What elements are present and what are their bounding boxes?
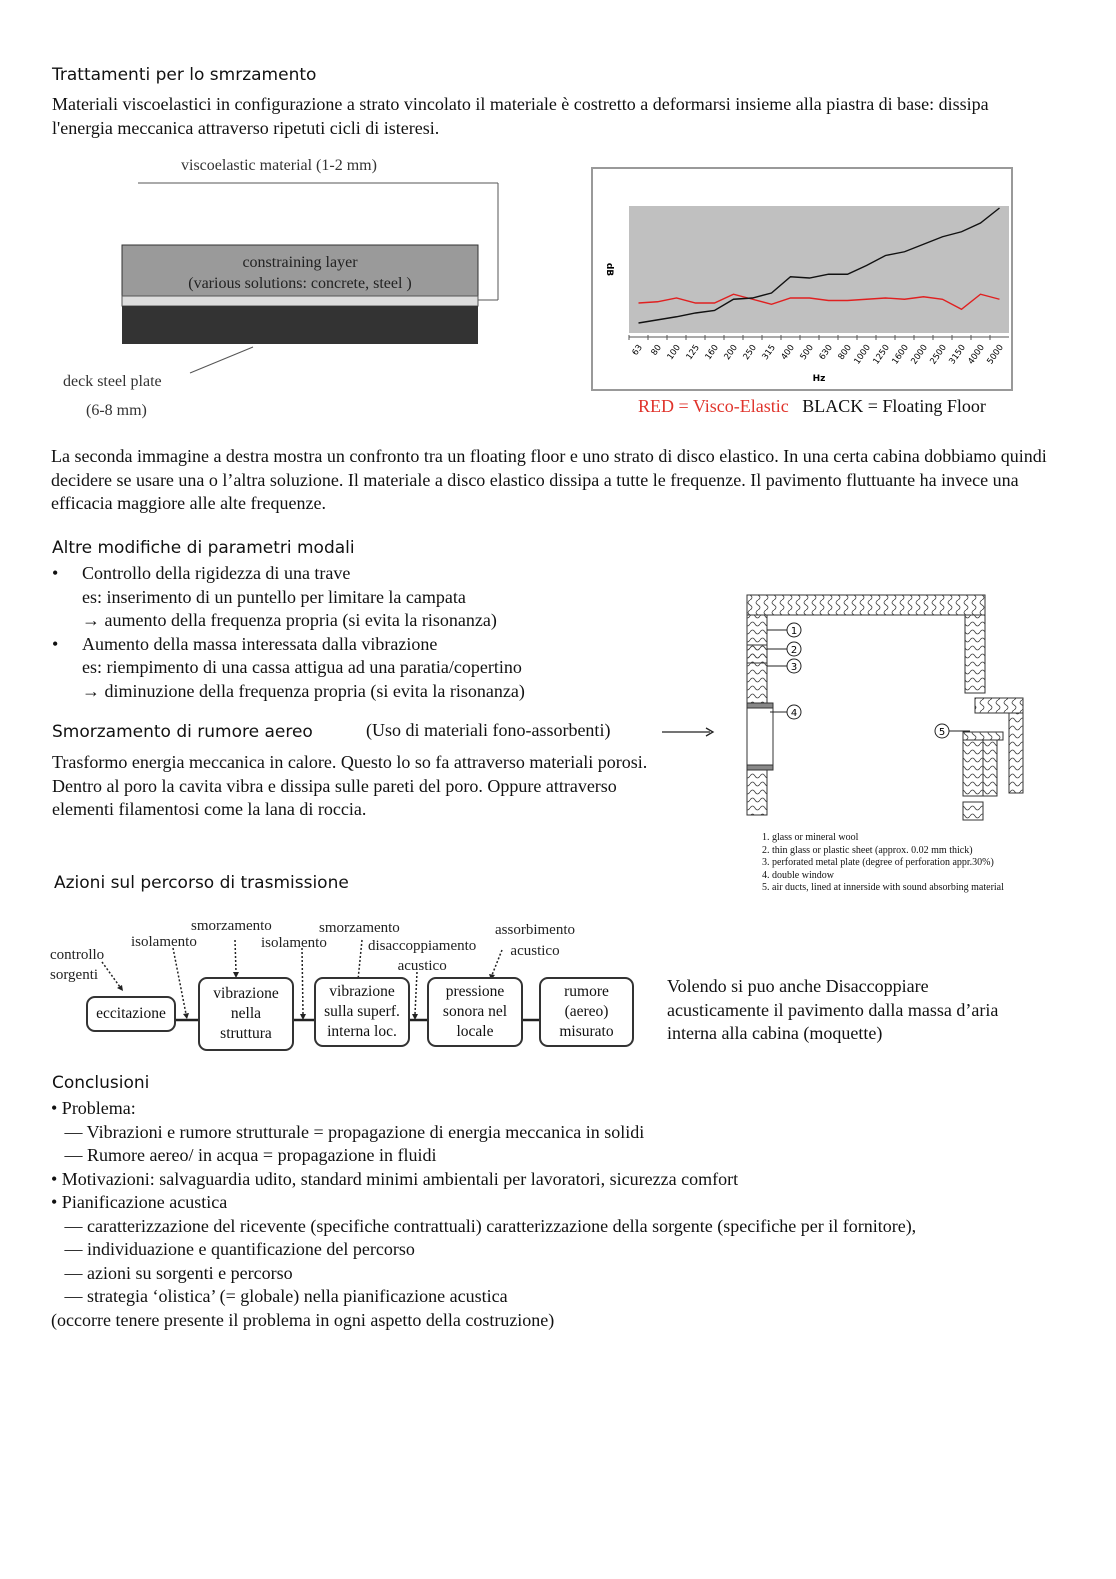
flow-label-disaccoppiamento: disaccoppiamento acustico [368,938,477,974]
x-tick-label: 500 [798,342,816,363]
conclusion-line: • Motivazioni: salvaguardia udito, standard minimi ambientali per lavoratori, sicurezza comfort [51,1168,739,1189]
label-constraining-solutions: (various solutions: concrete, steel ) [188,275,412,292]
x-tick-label: 160 [703,342,721,363]
subtitle-fonoassorbenti: (Uso di materiali fono-assorbenti) [366,720,611,740]
section-title-smorzamento: Trattamenti per lo smrzamento [52,65,317,85]
x-tick-label: 1250 [871,342,892,367]
x-tick-label: 630 [817,342,835,363]
cabin-section-drawing [730,580,1060,830]
conclusion-line: • Problema: [51,1098,136,1118]
flow-label-controllo-sorgenti: controllo sorgenti [50,947,105,983]
callout-4: 4 [790,708,798,719]
section-title-rumore-aereo: Smorzamento di rumore aereo [52,722,313,742]
x-tick-label: 5000 [985,342,1006,367]
bullet: • [52,563,59,583]
list-item-text: → aumento della frequenza propria (si evita la risonanza) [82,610,497,630]
section-title-percorso: Azioni sul percorso di trasmissione [54,873,349,893]
list-item-text: → diminuzione della frequenza propria (si evita la risonanza) [82,680,525,701]
x-tick-label: 125 [684,342,702,363]
callout-3: 3 [790,662,798,673]
flow-box-eccitazione: eccitazione [86,996,176,1032]
paragraph-porous: Trasformo energia meccanica in calore. Questo lo so fa attraverso materiali porosi. Dentro al poro la cavita vibra e dissipa sulle pareti del poro. Oppure attraverso elementi filamentosi come la lana di roccia. [52,752,648,819]
flow-box-vibrazione-superficie: vibrazione sulla superf. interna loc. [314,977,410,1047]
flow-label-smorzamento-2: smorzamento [319,920,400,936]
legend-item: 2. thin glass or plastic sheet (approx. 0.02 mm thick) [762,844,973,856]
list-item [52,633,692,657]
list-item [52,680,692,704]
legend-item: 3. perforated metal plate (degree of perforation appr.30%) [762,857,994,868]
plot-area [629,206,1009,333]
chart-caption [638,396,986,417]
x-tick-label: 3150 [947,342,968,367]
conclusion-line: — strategia ‘olistica’ (= globale) nella pianificazione acustica [51,1286,508,1306]
paragraph-disaccoppiare: Volendo si puo anche Disaccoppiare acusticamente il pavimento dalla massa d’aria interna alla cabina (moquette) [667,976,999,1043]
flow-label-smorzamento-1: smorzamento [191,918,272,934]
list-item-text: es: inserimento di un puntello per limitare la campata [82,586,466,607]
paragraph-viscoelastic: Materiali viscoelastici in configurazione a strato vincolato il materiale è costretto a deformarsi insieme alla piastra di base: dissipa l'energia meccanica attraverso ripetuti cicli di isteresi. [52,94,989,138]
chart-svg [593,169,1013,391]
list-item [52,656,692,680]
conclusion-line: — azioni su sorgenti e percorso [51,1262,293,1283]
conclusions-list [51,1097,1091,1332]
arrow-right-icon [660,724,716,740]
x-tick-label: 4000 [966,342,987,367]
label-deck-thickness: (6-8 mm) [86,402,147,419]
x-tick-label: 100 [665,342,683,363]
x-tick-label: 315 [760,342,778,363]
paragraph-comparison: La seconda immagine a destra mostra un confronto tra un floating floor e uno strato di disco elastico. In una certa cabina dobbiamo quindi decidere se usare una o l’altra soluzione. Il materiale a disco elastico dissipa a tutte le frequenze. Il pavimento fluttuante ha invece una efficacia maggiore alle alte frequenze. [51,446,1047,513]
x-tick-label: 250 [741,342,759,363]
legend-item: 4. double window [762,869,834,881]
conclusion-line: (occorre tenere presente il problema in ogni aspetto della costruzione) [51,1309,555,1330]
x-axis-label: Hz [812,374,826,384]
label-deck-plate: deck steel plate [63,373,162,390]
callout-2: 2 [790,645,798,656]
list-item-text: Controllo della rigidezza di una trave [82,563,351,583]
x-tick-label: 800 [836,342,854,363]
list-item [52,609,692,633]
caption-red: RED = Visco-Elastic [638,396,789,416]
x-tick-label: 400 [779,342,797,363]
section-title-modali: Altre modifiche di parametri modali [52,538,355,558]
flow-box-vibrazione-struttura: vibrazione nella struttura [198,977,294,1051]
y-axis-label: dB [604,262,614,277]
label-viscoelastic: viscoelastic material (1-2 mm) [181,157,377,174]
conclusion-line: — individuazione e quantificazione del percorso [51,1239,415,1259]
flow-box-pressione-sonora: pressione sonora nel locale [427,977,523,1047]
bullet: • [52,633,59,654]
list-item [52,562,692,586]
list-item-text: es: riempimento di una cassa attigua ad una paratia/copertino [82,657,522,677]
section-title-conclusioni: Conclusioni [52,1073,150,1093]
flow-box-rumore-misurato: rumore (aereo) misurato [539,977,634,1047]
callout-1: 1 [790,626,798,637]
list-item [52,586,692,610]
flow-label-isolamento-1: isolamento [131,934,197,950]
legend-item: 1. glass or mineral wool [762,832,859,843]
conclusion-line: — Vibrazioni e rumore strutturale = propagazione di energia meccanica in solidi [51,1121,645,1142]
cabin-drawing-svg [730,580,1060,830]
x-tick-label: 2500 [928,342,949,367]
conclusion-line: — caratterizzazione del ricevente (specifiche contrattuali) caratterizzazione della sorgente (specifiche per il fornitore), [51,1215,917,1236]
modal-list [52,562,692,703]
label-constraining: constraining layer [242,254,358,271]
frequency-chart [591,167,1013,391]
caption-black: BLACK = Floating Floor [802,396,986,416]
transmission-flow-diagram [40,910,660,1060]
flow-label-assorbimento: assorbimento acustico [495,922,575,959]
flow-label-isolamento-2: isolamento [261,935,327,951]
list-item-text: Aumento della massa interessata dalla vibrazione [82,633,438,654]
x-tick-label: 1600 [890,342,911,367]
x-tick-label: 63 [630,342,645,358]
callout-5: 5 [938,727,946,738]
conclusion-line: • Pianificazione acustica [51,1192,228,1212]
x-tick-label: 1000 [852,342,873,367]
x-tick-label: 200 [722,342,740,363]
legend-item: 5. air ducts, lined at innerside with sound absorbing material [762,882,1004,893]
constrained-layer-diagram [40,150,520,430]
cabin-legend [762,832,1004,895]
x-tick-label: 2000 [909,342,930,367]
conclusion-line: — Rumore aereo/ in acqua = propagazione in fluidi [51,1145,437,1165]
x-tick-label: 80 [649,342,664,358]
